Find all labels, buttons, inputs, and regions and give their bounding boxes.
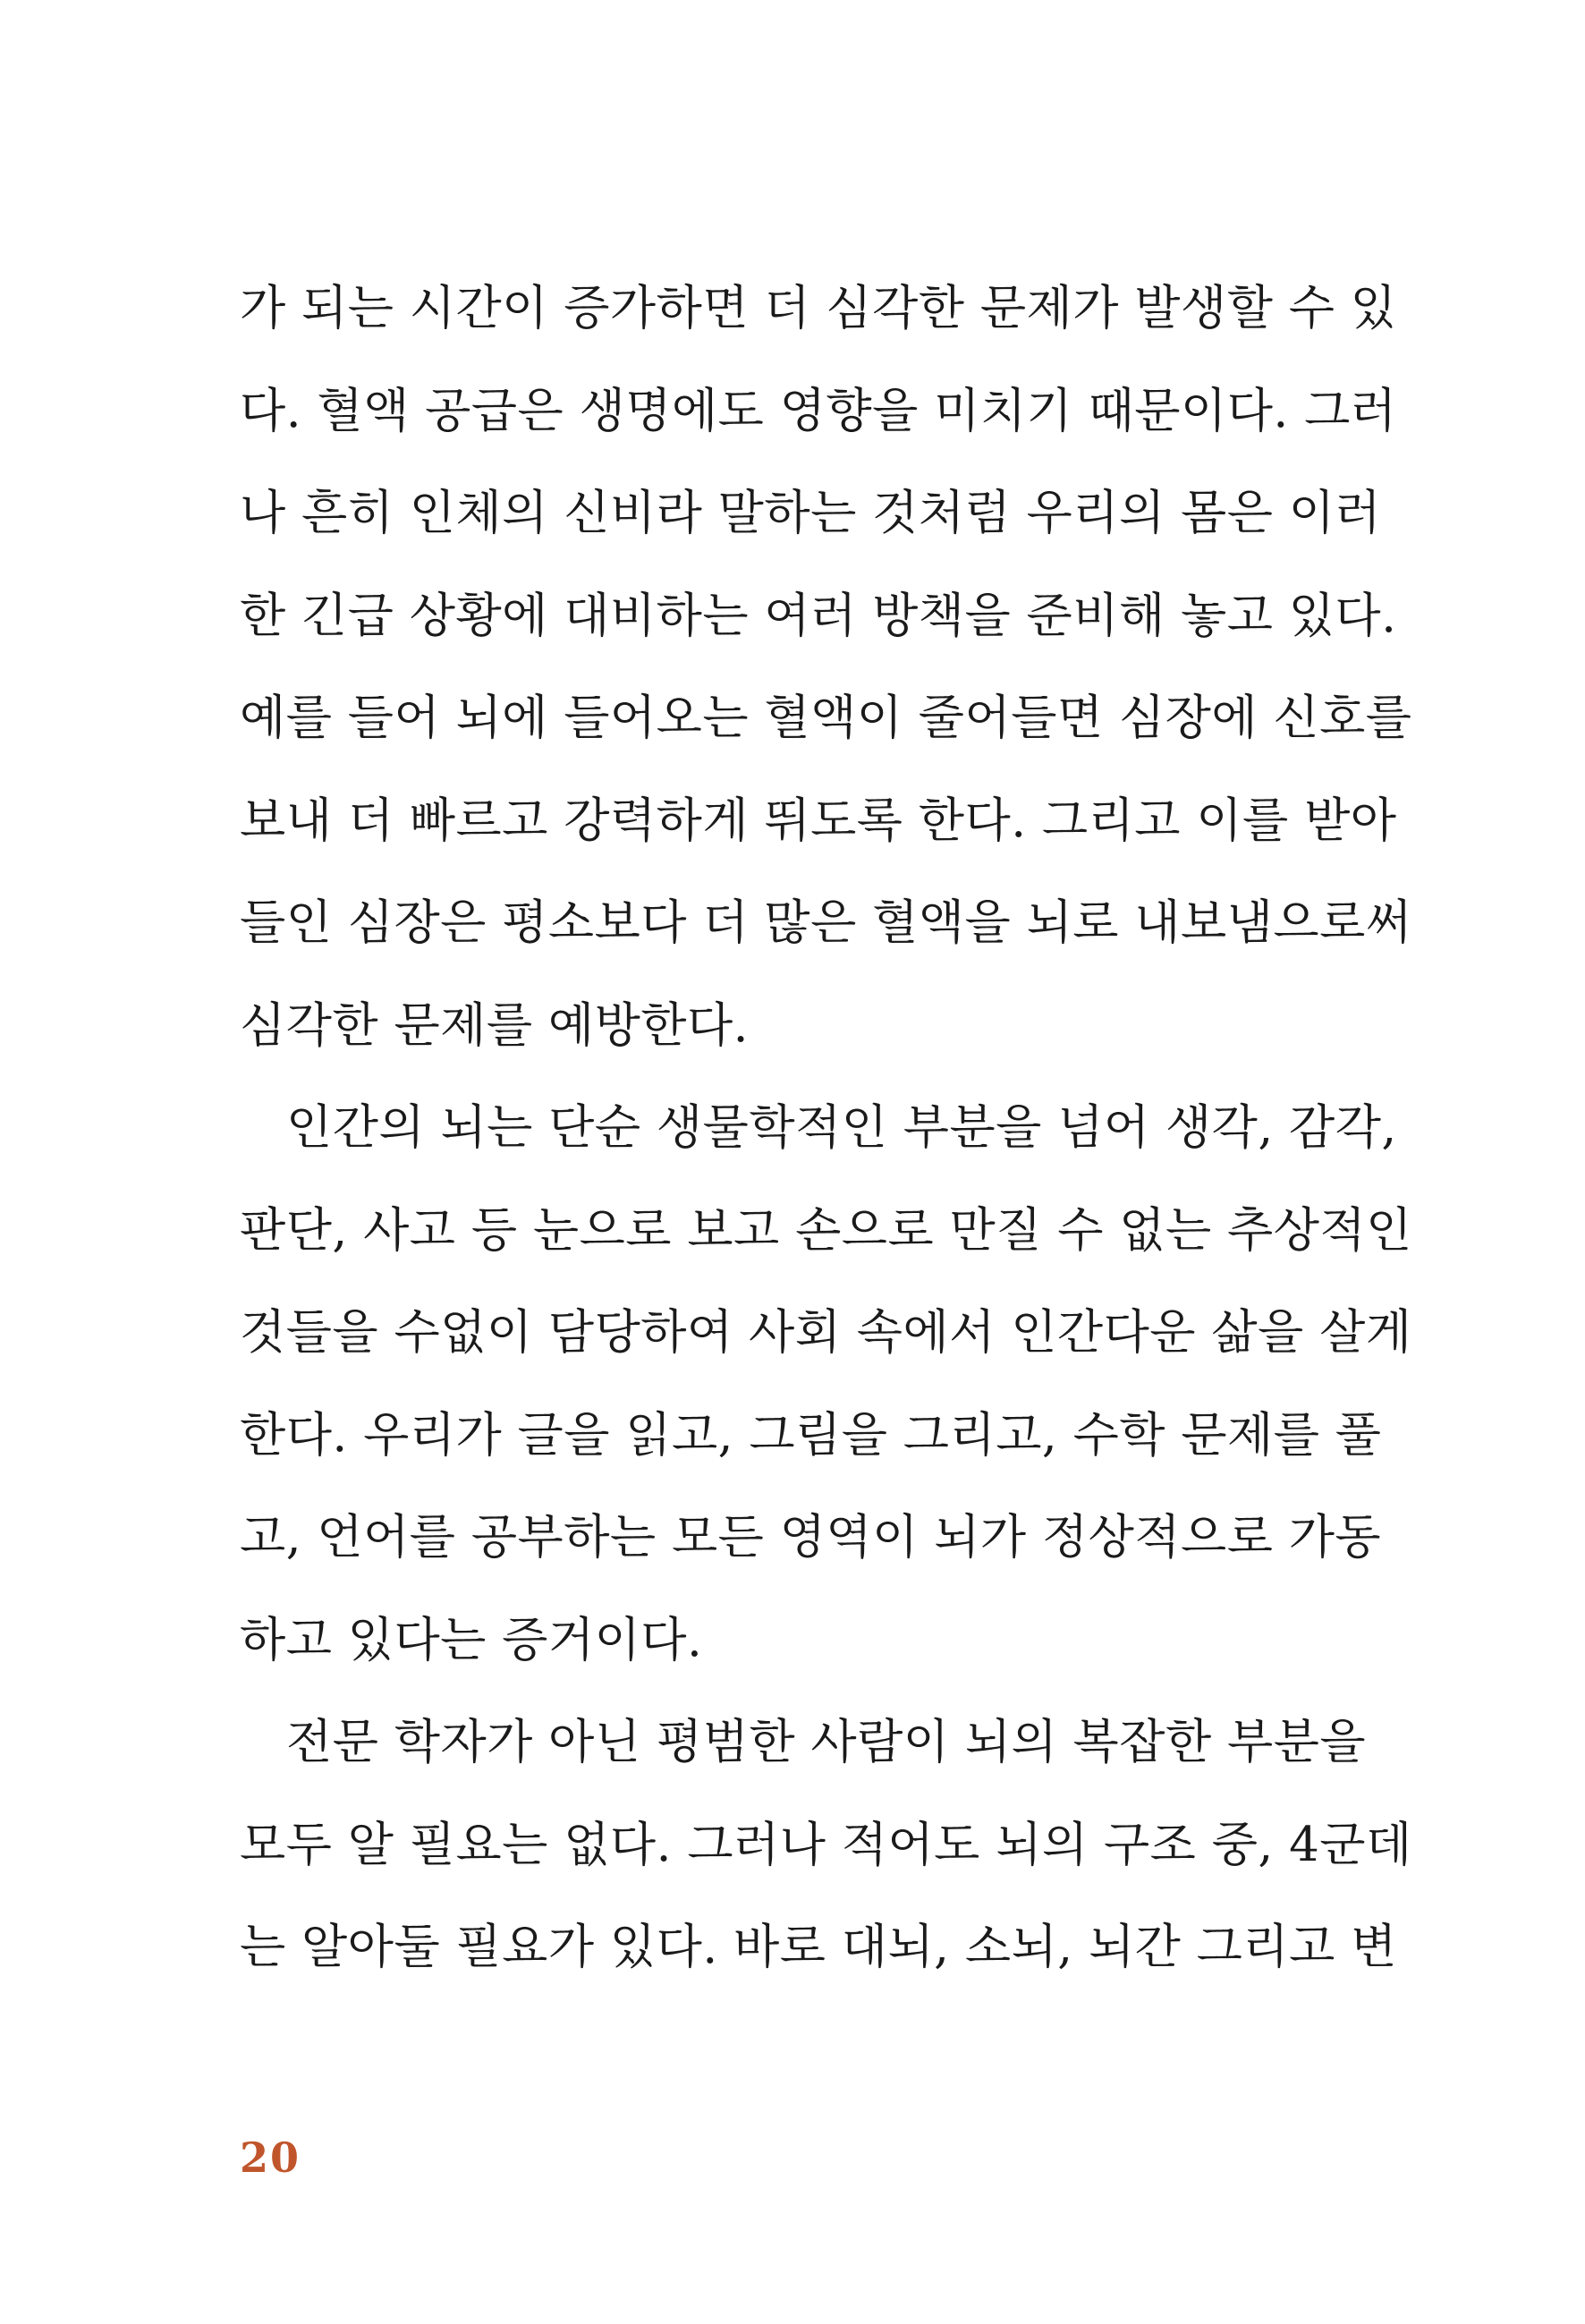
- text-line: 는 알아둘 필요가 있다. 바로 대뇌, 소뇌, 뇌간 그리고 변: [240, 1920, 1397, 1974]
- text-line: 인간의 뇌는 단순 생물학적인 부분을 넘어 생각, 감각,: [286, 1100, 1397, 1155]
- text-line: 한 긴급 상황에 대비하는 여러 방책을 준비해 놓고 있다.: [240, 588, 1397, 643]
- text-line: 것들을 수없이 담당하여 사회 속에서 인간다운 삶을 살게: [240, 1305, 1412, 1360]
- text-line: 가 되는 시간이 증가하면 더 심각한 문제가 발생할 수 있: [240, 281, 1397, 335]
- text-line: 예를 들어 뇌에 들어오는 혈액이 줄어들면 심장에 신호를: [240, 691, 1412, 745]
- text-line: 하고 있다는 증거이다.: [240, 1612, 703, 1667]
- page-number: 20: [240, 2133, 301, 2182]
- text-line: 고, 언어를 공부하는 모든 영역이 뇌가 정상적으로 가동: [240, 1510, 1382, 1565]
- text-line: 판단, 사고 등 눈으로 보고 손으로 만질 수 없는 추상적인: [240, 1202, 1412, 1258]
- text-line: 심각한 문제를 예방한다.: [240, 997, 750, 1053]
- text-line: 전문 학자가 아닌 평범한 사람이 뇌의 복잡한 부분을: [286, 1715, 1367, 1769]
- body-text: [240, 268, 1412, 2010]
- text-line: 한다. 우리가 글을 읽고, 그림을 그리고, 수학 문제를 풀: [240, 1407, 1382, 1463]
- text-line: 나 흔히 인체의 신비라 말하는 것처럼 우리의 몸은 이러: [240, 486, 1382, 540]
- text-line: 모두 알 필요는 없다. 그러나 적어도 뇌의 구조 중, 4군데: [240, 1817, 1412, 1872]
- text-line: 다. 혈액 공급은 생명에도 영향을 미치기 때문이다. 그러: [240, 383, 1397, 438]
- text-line: 들인 심장은 평소보다 더 많은 혈액을 뇌로 내보냄으로써: [240, 895, 1412, 950]
- text-line: 보내 더 빠르고 강력하게 뛰도록 한다. 그리고 이를 받아: [240, 793, 1397, 848]
